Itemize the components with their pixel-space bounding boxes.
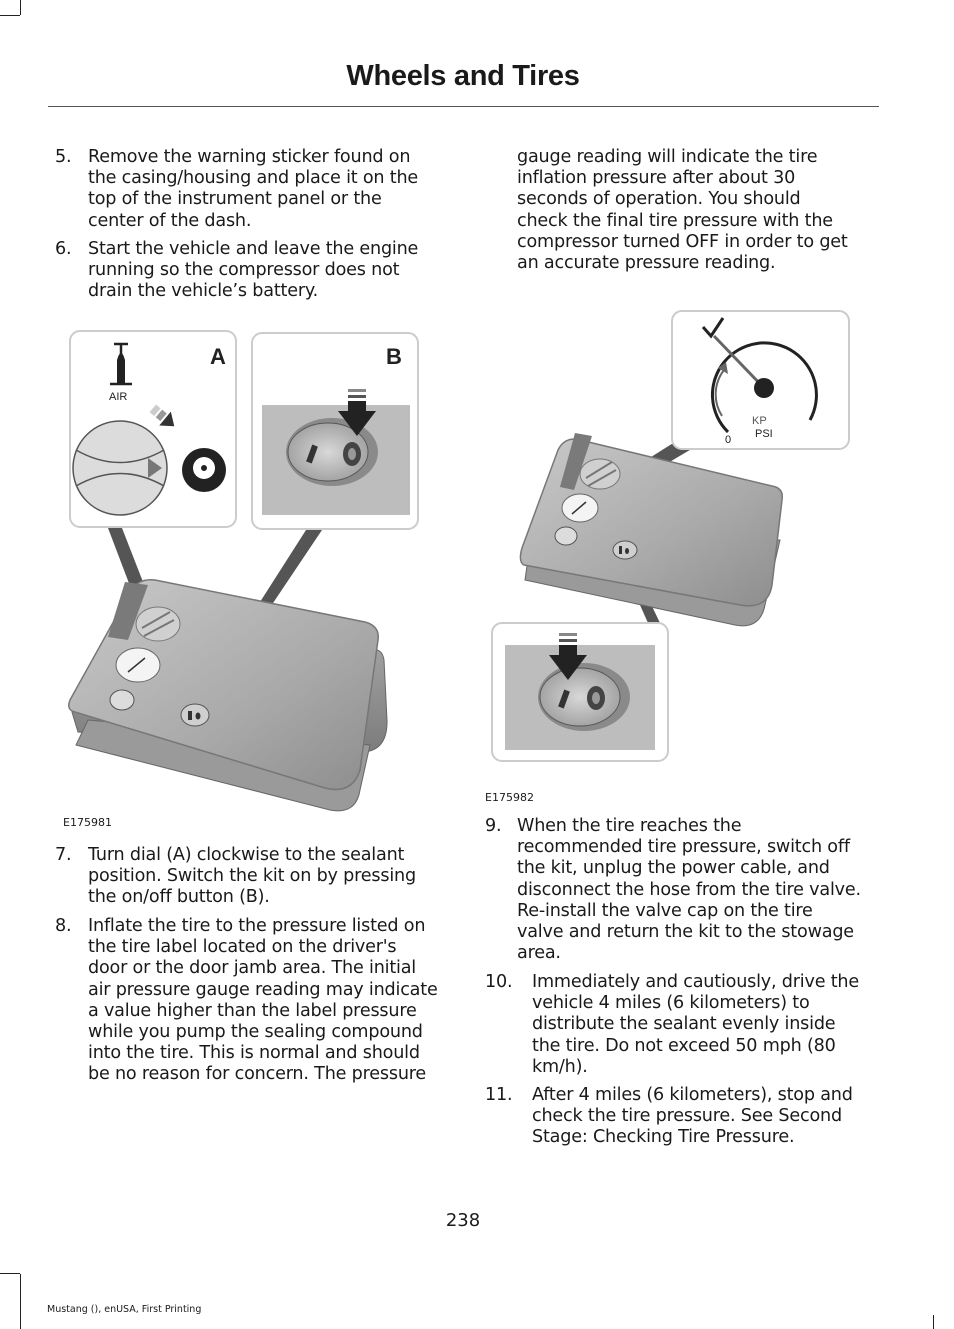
pressure-gauge-illustration: [485, 305, 855, 765]
step-line: km/h).: [532, 1056, 588, 1077]
step-8: [55, 916, 455, 1091]
step-line: Inflate the tire to the pressure listed on: [88, 916, 426, 936]
page-title: Wheels and Tires: [346, 60, 580, 92]
paragraph-line: compressor turned OFF in order to get: [517, 231, 848, 252]
step-line: check the tire pressure. See Second: [532, 1106, 842, 1127]
label-a: A: [210, 344, 226, 369]
step-line: Start the vehicle and leave the engine: [88, 239, 419, 259]
header-rule: [48, 106, 879, 107]
step-line: into the tire. This is normal and should: [88, 1043, 420, 1064]
step-line: running so the compressor does not: [88, 260, 400, 281]
crop-mark: [0, 1273, 20, 1274]
paragraph-line: inflation pressure after about 30: [517, 168, 796, 189]
compressor-dial-button-illustration: [55, 325, 455, 820]
step-line: the on/off button (B).: [88, 887, 270, 908]
step-7: [55, 845, 455, 915]
step-line: door or the door jamb area. The initial: [88, 958, 416, 979]
gauge-kp-label: KP: [752, 415, 767, 427]
paragraph-line: seconds of operation. You should: [517, 189, 801, 210]
step-line: After 4 miles (6 kilometers), stop and: [532, 1085, 853, 1105]
step-8-continuation: [517, 147, 887, 274]
footer-text: Mustang (), enUSA, First Printing: [47, 1304, 202, 1315]
step-line: Immediately and cautiously, drive the: [532, 972, 859, 992]
step-number: 10.: [485, 972, 513, 992]
paragraph-line: gauge reading will indicate the tire: [517, 147, 818, 167]
step-line: drain the vehicle’s battery.: [88, 281, 318, 302]
step-number: 11.: [485, 1085, 513, 1105]
step-number: 8.: [55, 916, 72, 936]
step-number: 9.: [485, 816, 502, 836]
step-line: Remove the warning sticker found on: [88, 147, 411, 167]
crop-mark: [0, 15, 20, 16]
step-line: distribute the sealant evenly inside: [532, 1014, 836, 1035]
step-line: center of the dash.: [88, 210, 252, 231]
step-line: be no reason for concern. The pressure: [88, 1064, 427, 1085]
paragraph-line: an accurate pressure reading.: [517, 253, 776, 274]
crop-mark: [20, 1274, 21, 1329]
step-line: position. Switch the kit on by pressing: [88, 866, 416, 887]
step-line: valve and return the kit to the stowage: [517, 922, 854, 943]
step-number: 6.: [55, 239, 72, 259]
step-line: disconnect the hose from the tire valve.: [517, 879, 861, 900]
step-line: while you pump the sealing compound: [88, 1022, 423, 1043]
step-10: [485, 972, 885, 1082]
air-label: AIR: [109, 391, 128, 403]
step-line: the tire. Do not exceed 50 mph (80: [532, 1035, 836, 1056]
step-line: the casing/housing and place it on the: [88, 168, 419, 189]
step-6: [55, 239, 455, 309]
paragraph-line: check the final tire pressure with the: [517, 210, 833, 231]
step-line: When the tire reaches the: [517, 816, 742, 836]
crop-mark: [20, 0, 21, 15]
step-line: area.: [517, 943, 561, 964]
step-line: air pressure gauge reading may indicate: [88, 979, 438, 1000]
figure-code-left: E175981: [63, 816, 112, 829]
step-line: the tire label located on the driver's: [88, 937, 397, 958]
gauge-psi-label: PSI: [755, 428, 773, 440]
step-number: 7.: [55, 845, 72, 865]
step-5: [55, 147, 455, 237]
figure-code-right: E175982: [485, 791, 534, 804]
step-number: 5.: [55, 147, 72, 167]
page-number: 238: [445, 1210, 481, 1231]
step-line: Turn dial (A) clockwise to the sealant: [88, 845, 405, 865]
step-line: vehicle 4 miles (6 kilometers) to: [532, 993, 810, 1014]
step-line: a value higher than the label pressure: [88, 1000, 417, 1021]
step-line: recommended tire pressure, switch off: [517, 837, 850, 858]
gauge-zero-label: 0: [725, 434, 732, 446]
label-b: B: [386, 344, 402, 369]
step-line: the kit, unplug the power cable, and: [517, 858, 830, 879]
step-11: [485, 1085, 885, 1155]
step-line: top of the instrument panel or the: [88, 189, 382, 210]
crop-mark: [933, 1315, 934, 1329]
step-9: [485, 816, 885, 966]
step-line: Re-install the valve cap on the tire: [517, 900, 813, 921]
step-line: Stage: Checking Tire Pressure.: [532, 1127, 795, 1148]
